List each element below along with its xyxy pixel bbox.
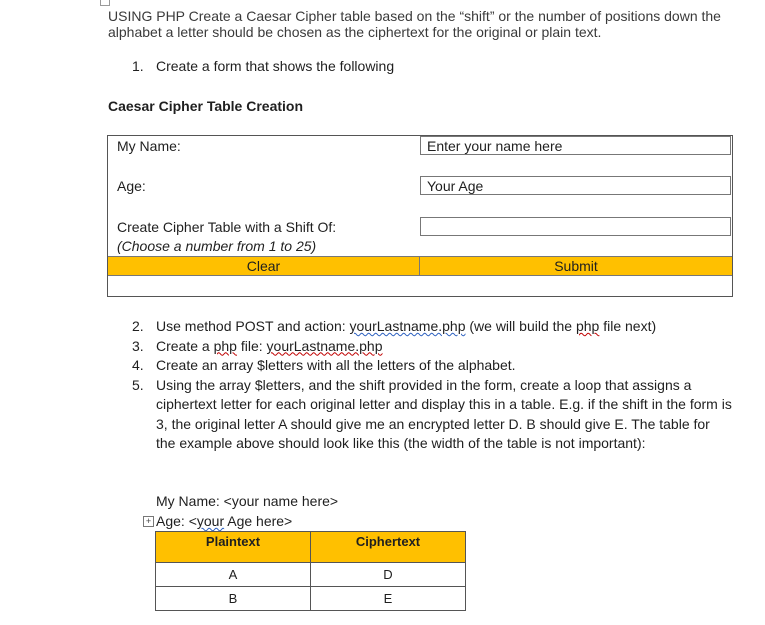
steps-list bbox=[132, 317, 732, 454]
step-4 bbox=[132, 356, 732, 376]
plain-cell: A bbox=[156, 563, 311, 587]
step-text: Create an array $letters with all the letters of the alphabet. bbox=[156, 357, 516, 373]
intro-paragraph: USING PHP Create a Caesar Cipher table based on the “shift” or the number of positions down the alphabet a letter should be chosen as the ciphertext for the original or plain text. bbox=[108, 8, 721, 40]
filename-text: yourLastname.php bbox=[266, 337, 383, 354]
name-input[interactable]: Enter your name here bbox=[420, 136, 731, 155]
step-5 bbox=[132, 376, 732, 454]
step-3 bbox=[132, 337, 732, 357]
form-title: Caesar Cipher Table Creation bbox=[108, 98, 304, 114]
php-text: php bbox=[213, 337, 237, 354]
step-text: file next) bbox=[599, 318, 657, 334]
step-number: 5. bbox=[132, 376, 144, 393]
cipher-cell: D bbox=[311, 563, 466, 587]
step-number: 2. bbox=[132, 318, 144, 334]
table-row bbox=[156, 587, 466, 611]
step-text: Use method POST and action: bbox=[156, 318, 350, 334]
age-word: your bbox=[196, 513, 225, 529]
shift-label: Create Cipher Table with a Shift Of: bbox=[117, 219, 337, 235]
step-text: Create a bbox=[156, 337, 214, 354]
step-2 bbox=[132, 317, 732, 337]
table-header-row bbox=[156, 532, 466, 563]
shift-hint: (Choose a number from 1 to 25) bbox=[117, 238, 317, 254]
cipher-cell: E bbox=[311, 587, 466, 611]
form-mockup bbox=[107, 135, 733, 297]
submit-button[interactable]: Submit bbox=[554, 258, 598, 274]
step-1 bbox=[132, 58, 394, 74]
age-text: Age: < bbox=[156, 513, 197, 529]
age-label: Age: bbox=[117, 178, 146, 194]
step-number: 1. bbox=[132, 58, 144, 74]
cipher-table bbox=[155, 531, 466, 611]
header-plaintext: Plaintext bbox=[156, 532, 311, 563]
age-input[interactable]: Your Age bbox=[420, 176, 731, 195]
sample-age-line bbox=[156, 513, 292, 529]
table-move-handle-icon[interactable]: + bbox=[143, 516, 154, 527]
step-text: file: bbox=[236, 337, 267, 354]
button-row bbox=[108, 256, 732, 276]
plain-cell: B bbox=[156, 587, 311, 611]
step-number: 4. bbox=[132, 357, 144, 373]
header-ciphertext: Ciphertext bbox=[311, 532, 466, 563]
sample-name-line: My Name: <your name here> bbox=[156, 493, 339, 509]
step-text: (we will build the bbox=[465, 318, 576, 334]
table-row bbox=[156, 563, 466, 587]
php-text: php bbox=[575, 318, 600, 334]
step-text: Using the array $letters, and the shift provided in the form, create a loop that assigns a ciphertext letter for each original letter and display this in a table. E.g. if the shift in the form is 3, the original letter A should give me an encrypted letter D. B should give E. The table for the example above should look like this (the width of the table is not important): bbox=[156, 376, 732, 451]
age-text: Age here> bbox=[224, 513, 293, 529]
name-label: My Name: bbox=[117, 138, 181, 154]
filename-text: yourLastname.php bbox=[349, 318, 466, 334]
paragraph-corner-mark bbox=[100, 0, 110, 6]
step-text: Create a form that shows the following bbox=[156, 58, 395, 74]
shift-input[interactable] bbox=[420, 217, 731, 236]
step-number: 3. bbox=[132, 337, 144, 354]
clear-button[interactable]: Clear bbox=[108, 257, 420, 275]
